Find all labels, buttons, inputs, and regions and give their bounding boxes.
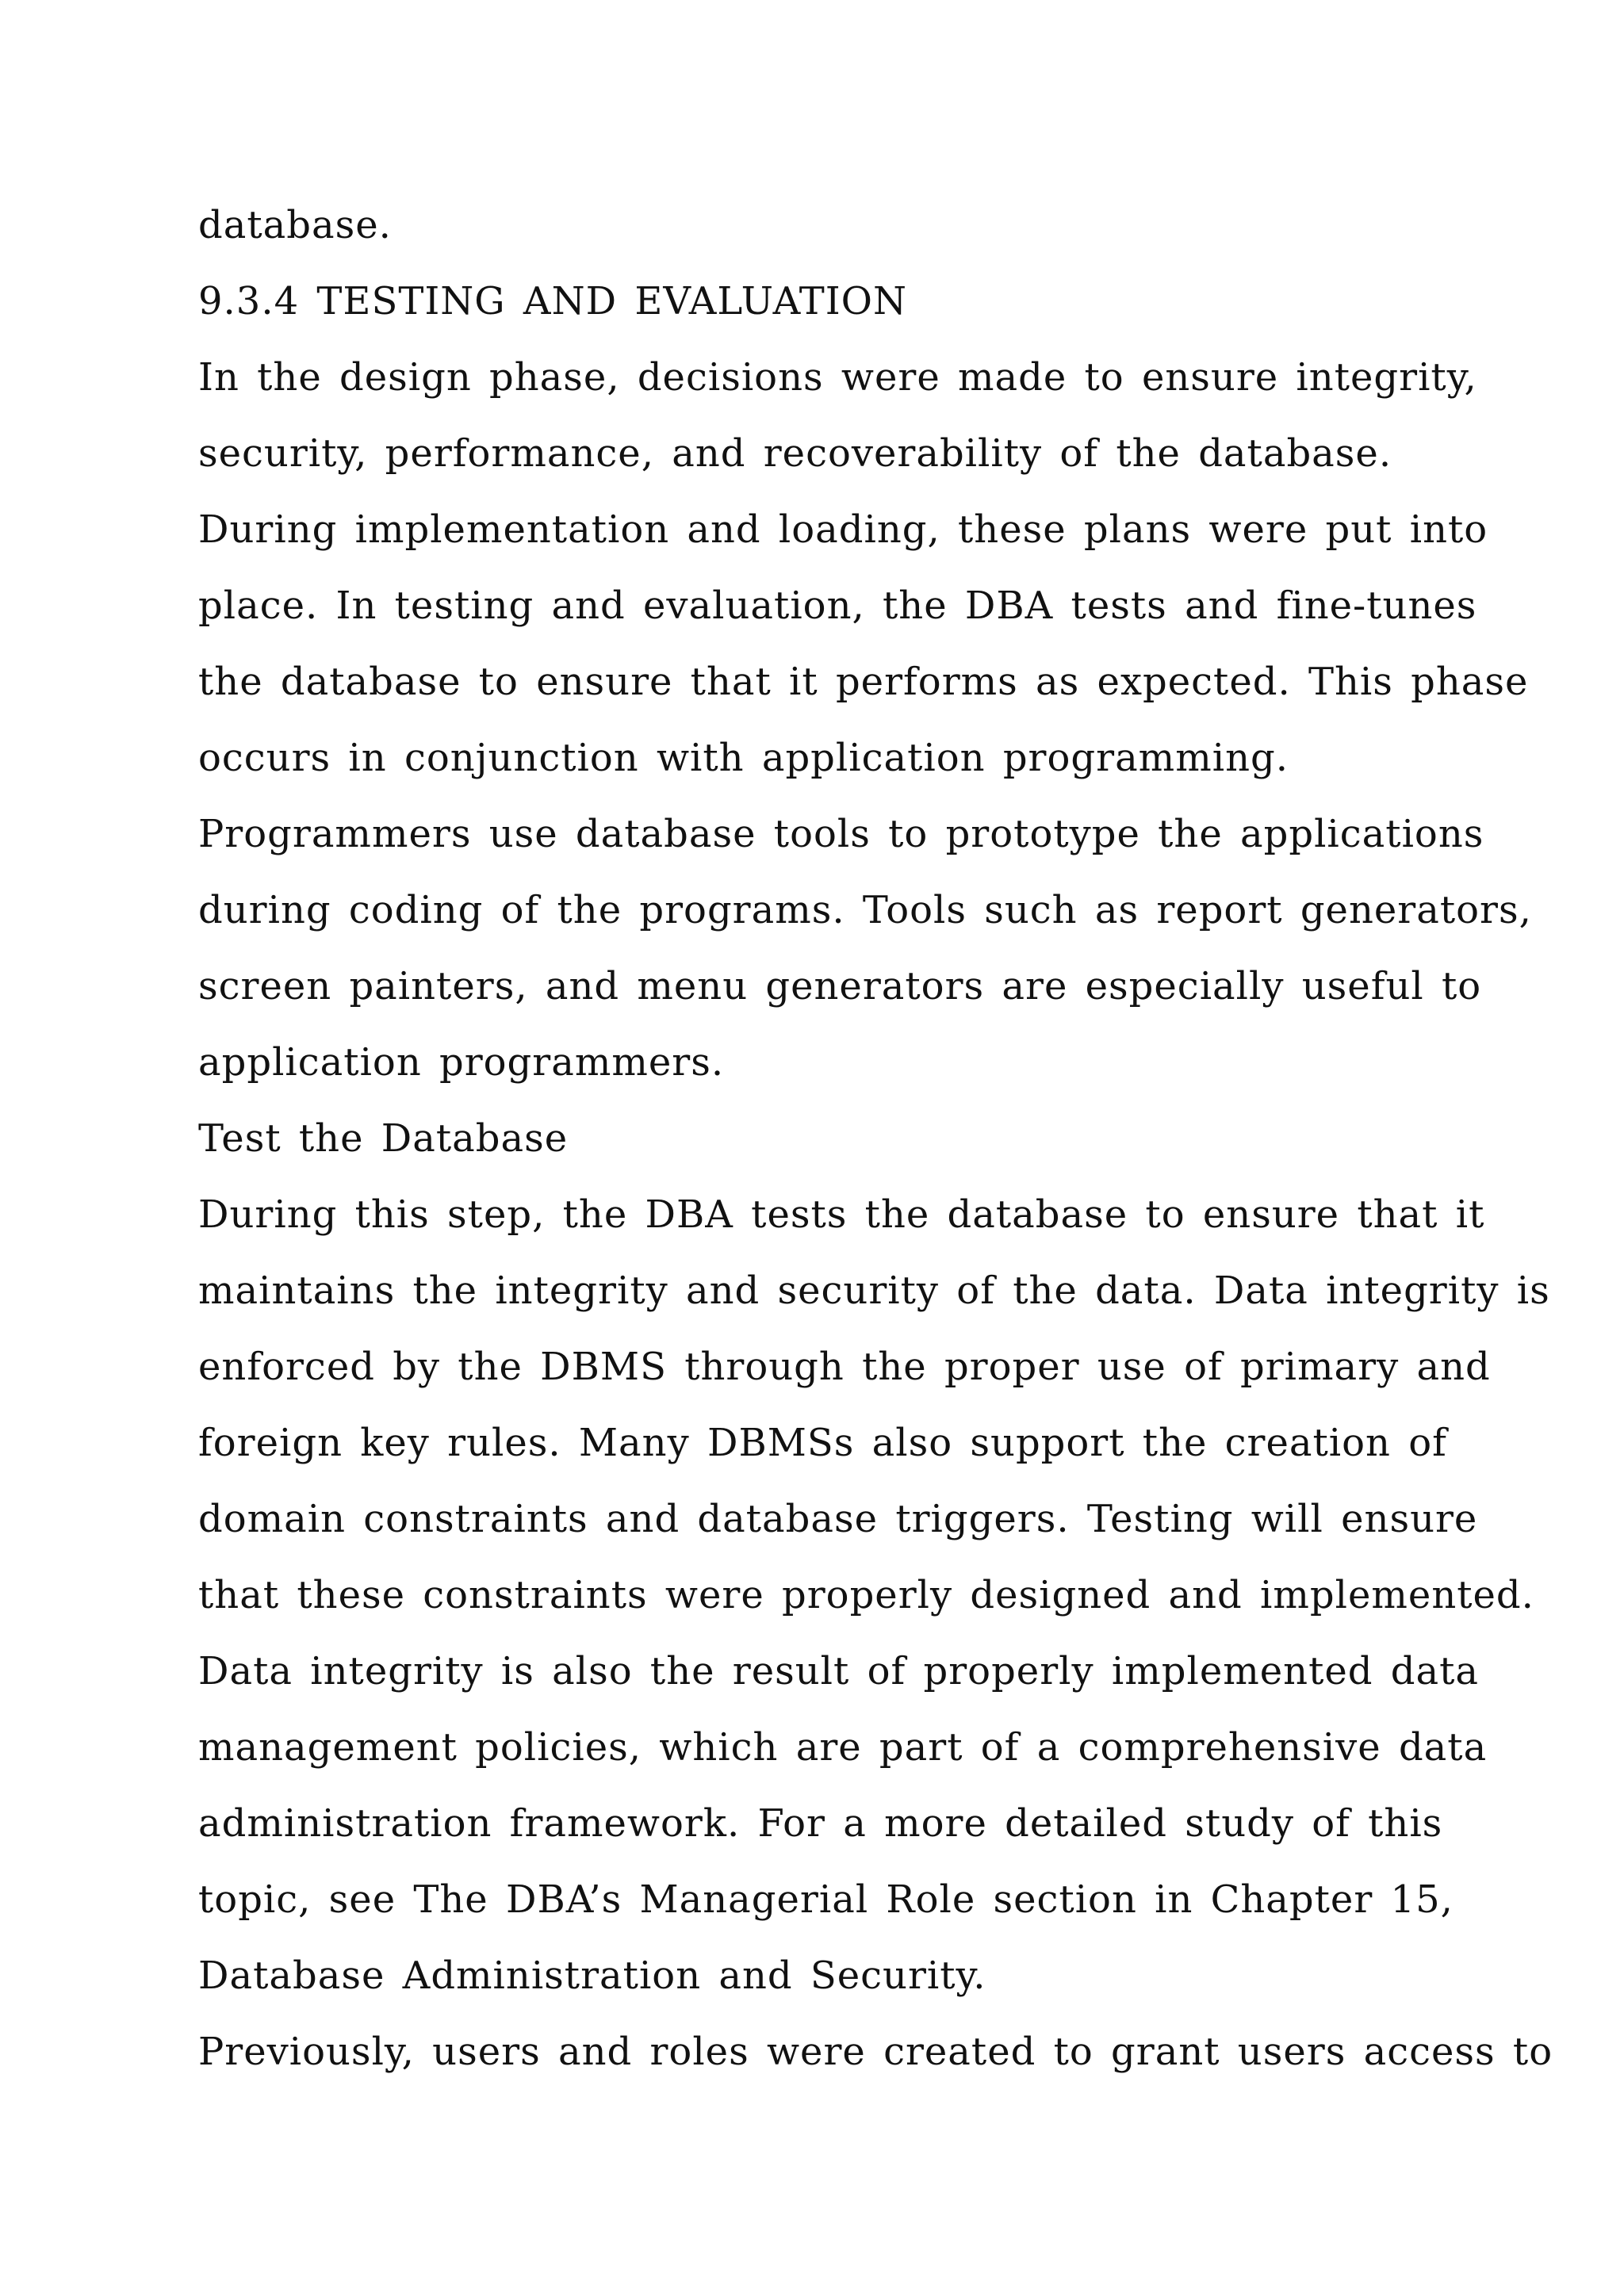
text-line: enforced by the DBMS through the proper use of primary and xyxy=(198,1345,1491,1389)
text-line: place. In testing and evaluation, the DBA tests and fine-tunes xyxy=(198,584,1477,628)
text-line: Database Administration and Security. xyxy=(198,1954,986,1998)
text-line: foreign key rules. Many DBMSs also support the creation of xyxy=(198,1421,1447,1465)
section-heading: 9.3.4 TESTING AND EVALUATION xyxy=(198,279,908,323)
text-line: during coding of the programs. Tools such as report generators, xyxy=(198,888,1532,932)
text-line: security, performance, and recoverability of the database. xyxy=(198,431,1392,476)
text-line: management policies, which are part of a comprehensive data xyxy=(198,1725,1488,1770)
text-line: application programmers. xyxy=(198,1040,725,1085)
text-line: Data integrity is also the result of properly implemented data xyxy=(198,1649,1479,1693)
document-body xyxy=(198,187,1553,2090)
text-line: maintains the integrity and security of the data. Data integrity is xyxy=(198,1269,1550,1313)
text-line: that these constraints were properly designed and implemented. xyxy=(198,1573,1534,1617)
text-line: screen painters, and menu generators are especially useful to xyxy=(198,964,1482,1008)
text-line: During implementation and loading, these plans were put into xyxy=(198,507,1488,552)
text-line: During this step, the DBA tests the database to ensure that it xyxy=(198,1192,1485,1237)
text-line: Previously, users and roles were created to grant users access to xyxy=(198,2030,1553,2074)
text-line: the database to ensure that it performs as expected. This phase xyxy=(198,660,1529,704)
subsection-heading: Test the Database xyxy=(198,1116,569,1161)
text-line: In the design phase, decisions were made to ensure integrity, xyxy=(198,355,1477,400)
text-line: Programmers use database tools to prototype the applications xyxy=(198,812,1484,856)
text-line: occurs in conjunction with application programming. xyxy=(198,736,1289,780)
text-line: administration framework. For a more detailed study of this xyxy=(198,1801,1443,1846)
text-line-continuation: database. xyxy=(198,203,392,247)
text-line: domain constraints and database triggers. Testing will ensure xyxy=(198,1497,1478,1541)
text-line: topic, see The DBA’s Managerial Role section in Chapter 15, xyxy=(198,1877,1454,1922)
